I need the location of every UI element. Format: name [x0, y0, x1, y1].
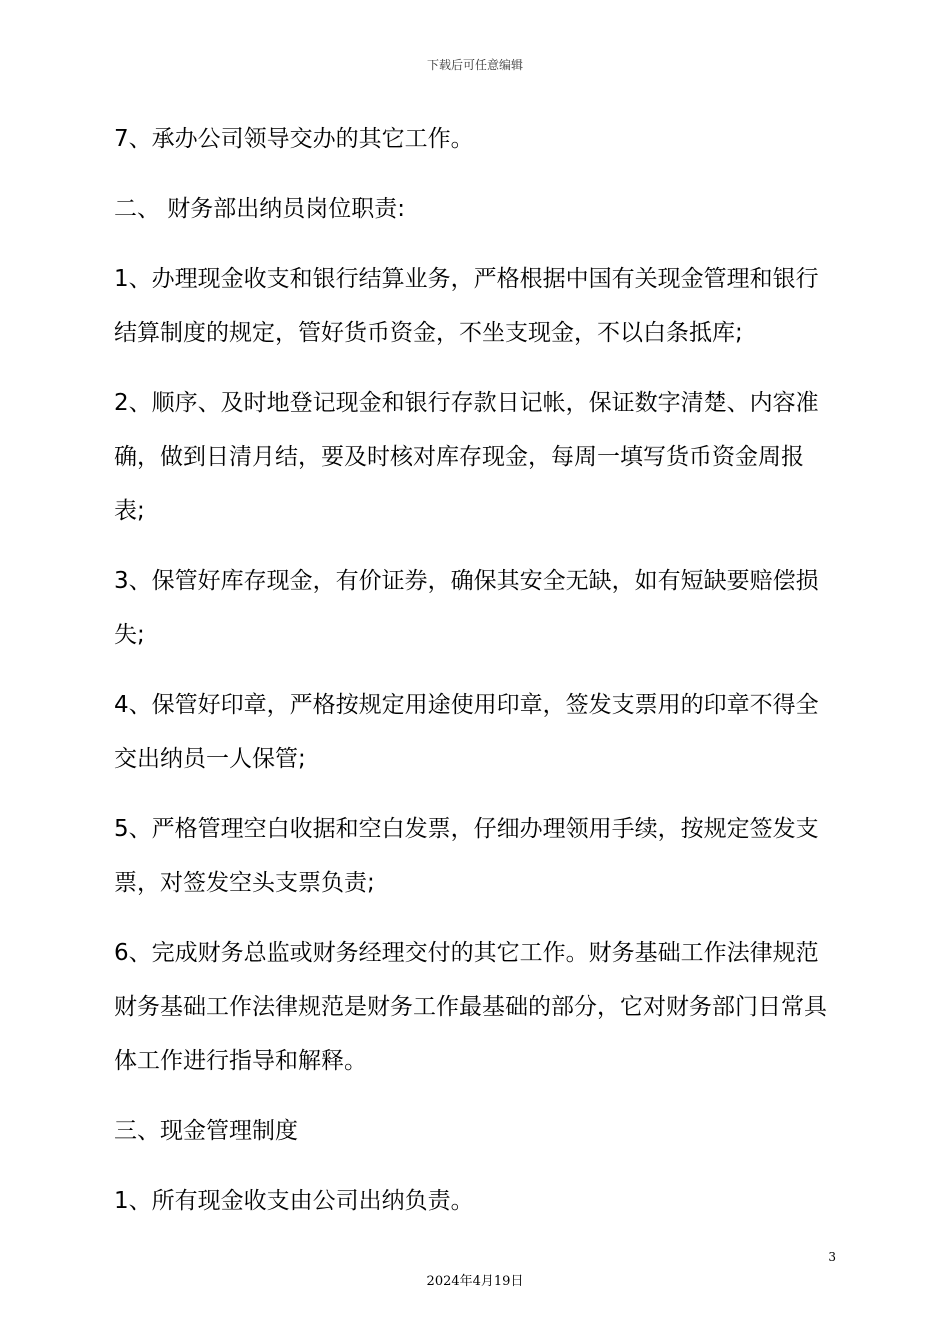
text-line: 体工作进行指导和解释。 — [114, 1048, 367, 1074]
text-line: 6、完成财务总监或财务经理交付的其它工作。财务基础工作法律规范 — [114, 940, 819, 966]
section-heading-2 — [114, 182, 836, 236]
text-line: 确，做到日清月结，要及时核对库存现金，每周一填写货币资金周报 — [114, 444, 804, 470]
text-line: 交出纳员一人保管; — [114, 746, 306, 772]
text-line: 票，对签发空头支票负责; — [114, 870, 375, 896]
text-line: 财务基础工作法律规范是财务工作最基础的部分，它对财务部门日常具 — [114, 994, 827, 1020]
section-heading-3 — [114, 1104, 836, 1158]
paragraph-duty-5 — [114, 802, 836, 910]
text-line: 二、 财务部出纳员岗位职责: — [114, 196, 406, 222]
text-line: 4、保管好印章，严格按规定用途使用印章，签发支票用的印章不得全 — [114, 692, 819, 718]
text-line: 三、现金管理制度 — [114, 1118, 298, 1144]
document-body — [114, 112, 836, 1228]
paragraph-duty-1 — [114, 252, 836, 360]
text-line: 失; — [114, 622, 145, 648]
paragraph-item-7 — [114, 112, 836, 166]
paragraph-duty-3 — [114, 554, 836, 662]
paragraph-duty-6 — [114, 926, 836, 1088]
text-line: 1、办理现金收支和银行结算业务，严格根据中国有关现金管理和银行 — [114, 266, 819, 292]
paragraph-cash-1 — [114, 1174, 836, 1228]
text-line: 表; — [114, 498, 145, 524]
text-line: 3、保管好库存现金，有价证券，确保其安全无缺，如有短缺要赔偿损 — [114, 568, 819, 594]
text-line: 5、严格管理空白收据和空白发票，仔细办理领用手续，按规定签发支 — [114, 816, 819, 842]
text-line: 1、所有现金收支由公司出纳负责。 — [114, 1188, 474, 1214]
page-number: 3 — [828, 1250, 836, 1264]
paragraph-duty-4 — [114, 678, 836, 786]
page-header: 下载后可任意编辑 — [426, 58, 523, 72]
paragraph-duty-2 — [114, 376, 836, 538]
footer-date: 2024年4月19日 — [426, 1274, 524, 1289]
text-line: 7、承办公司领导交办的其它工作。 — [114, 126, 474, 152]
text-line: 2、顺序、及时地登记现金和银行存款日记帐，保证数字清楚、内容准 — [114, 390, 819, 416]
text-line: 结算制度的规定，管好货币资金，不坐支现金，不以白条抵库; — [114, 320, 743, 346]
